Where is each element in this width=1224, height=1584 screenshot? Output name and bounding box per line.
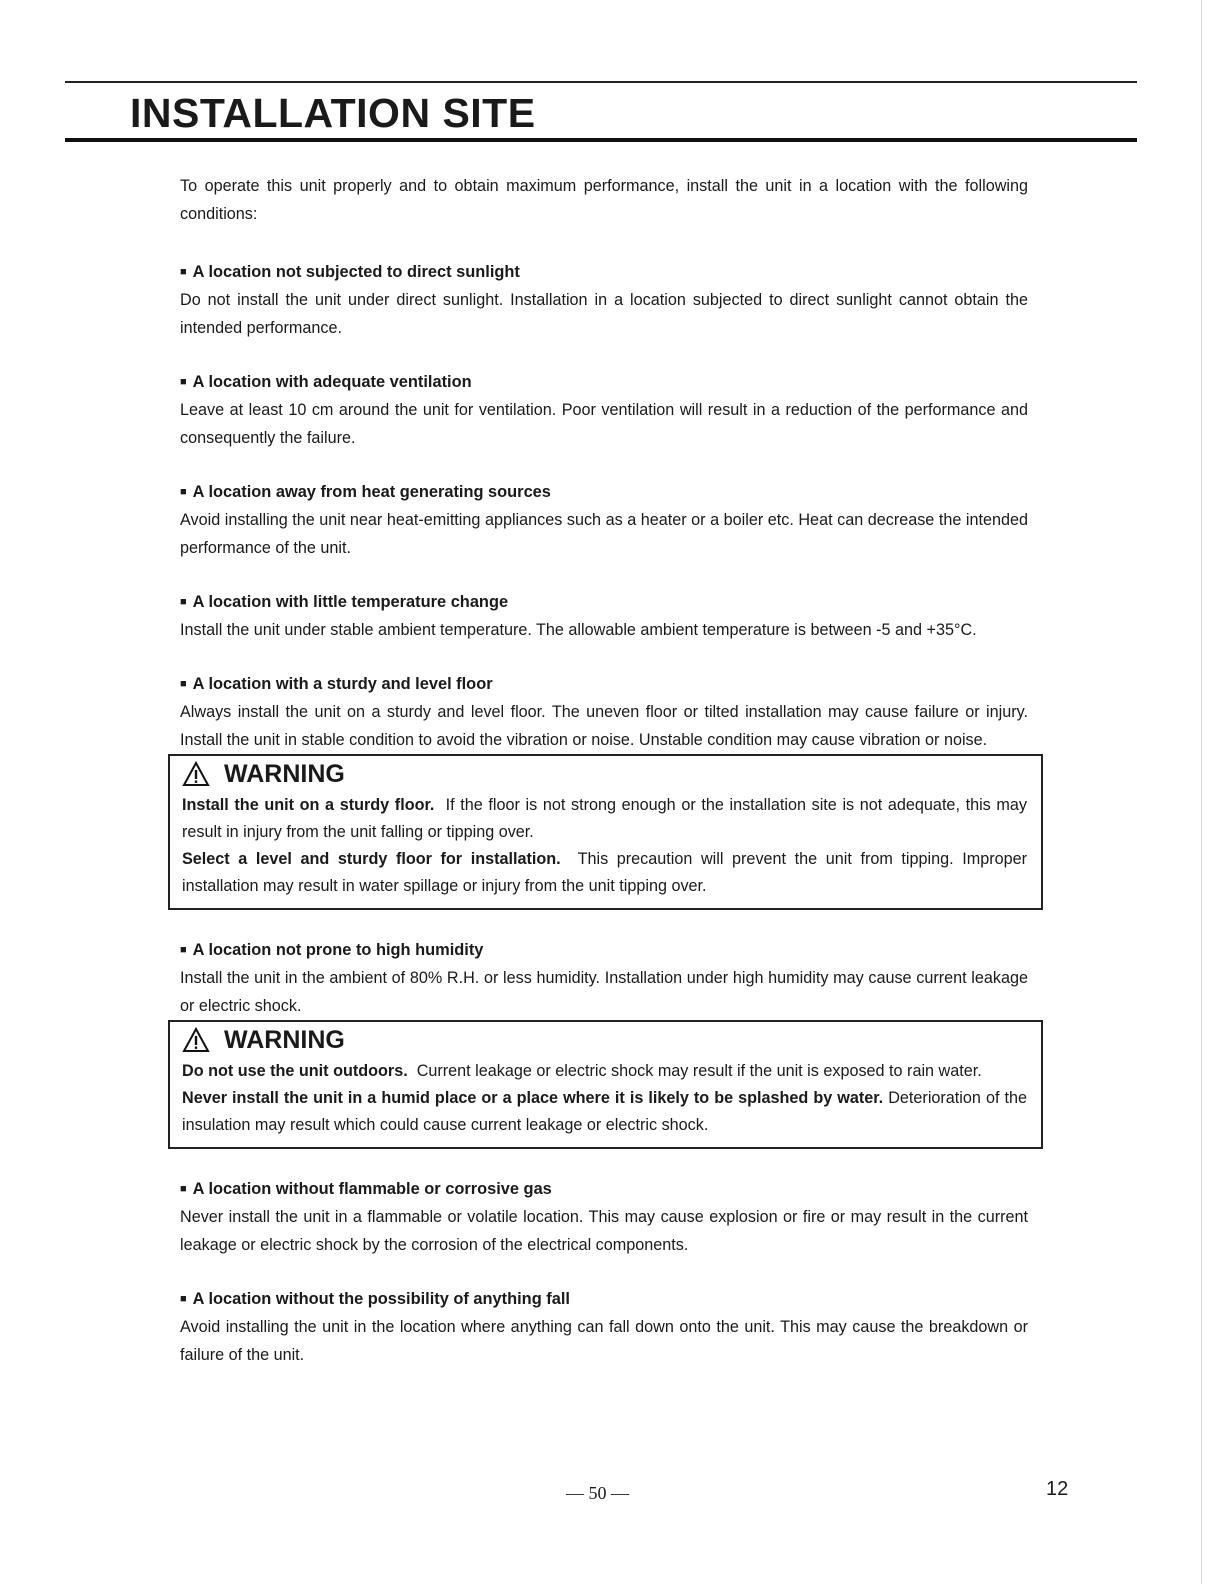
section-heat-sources: [180, 478, 1028, 562]
section-falling-objects: [180, 1285, 1028, 1369]
warning-title: [182, 1024, 1027, 1056]
section-humidity: [180, 936, 1028, 1020]
bullet-icon: ■: [180, 944, 187, 956]
bullet-icon: ■: [180, 596, 187, 608]
section-body: Avoid installing the unit near heat-emitting appliances such as a heater or a boiler etc. Heat can decrease the intended performance of the unit.: [180, 511, 1028, 557]
section-heading: ■ A location with adequate ventilation: [180, 373, 472, 391]
page-number: 12: [1046, 1478, 1069, 1500]
section-body: Install the unit under stable ambient temperature. The allowable ambient temperature is between -5 and +35°C.: [180, 621, 977, 639]
section-heading: ■ A location without the possibility of anything fall: [180, 1290, 570, 1308]
section-heading: ■ A location with a sturdy and level floor: [180, 675, 493, 693]
page-label: — 50 —: [566, 1483, 629, 1503]
warning-line: Never install the unit in a humid place or a place where it is likely to be splashed by water. Deterioration of the insulation may result which could cause current leakage or electric shock.: [182, 1089, 1027, 1134]
title-bottom-rule: [65, 138, 1137, 142]
page-title: INSTALLATION SITE: [130, 90, 536, 136]
section-body: Never install the unit in a flammable or volatile location. This may cause explosion or fire or may result in the current leakage or electric shock by the corrosion of the electrical components.: [180, 1208, 1028, 1254]
warning-label: WARNING: [224, 1026, 345, 1054]
section-ventilation: [180, 368, 1028, 452]
bullet-icon: ■: [180, 1183, 187, 1195]
section-sunlight: [180, 258, 1028, 342]
warning-triangle-icon: [182, 1027, 210, 1053]
title-top-rule: [65, 81, 1137, 83]
warning-label: WARNING: [224, 760, 345, 788]
section-body: Do not install the unit under direct sunlight. Installation in a location subjected to direct sunlight cannot obtain the intended performance.: [180, 291, 1028, 337]
document-body: [180, 172, 1028, 1395]
scan-edge-line: [1201, 0, 1202, 1584]
warning-line: Select a level and sturdy floor for installation. This precaution will prevent the unit from tipping. Improper installation may result in water spillage or injury from the unit tipping over.: [182, 850, 1027, 895]
warning-line: Do not use the unit outdoors. Current leakage or electric shock may result if the unit is exposed to rain water.: [182, 1062, 982, 1080]
section-body: Avoid installing the unit in the location where anything can fall down onto the unit. This may cause the breakdown or failure of the unit.: [180, 1318, 1028, 1364]
bullet-icon: ■: [180, 266, 187, 278]
bullet-icon: ■: [180, 376, 187, 388]
section-heading: ■ A location away from heat generating sources: [180, 483, 551, 501]
section-heading: ■ A location not prone to high humidity: [180, 941, 484, 959]
section-heading: ■ A location with little temperature change: [180, 593, 509, 611]
section-heading: ■ A location not subjected to direct sunlight: [180, 263, 520, 281]
section-temperature: [180, 588, 1028, 644]
section-body: Leave at least 10 cm around the unit for ventilation. Poor ventilation will result in a reduction of the performance and consequently the failure.: [180, 401, 1028, 447]
warning-box-humidity: [168, 1020, 1043, 1149]
warning-triangle-icon: [182, 761, 210, 787]
section-body: Always install the unit on a sturdy and level floor. The uneven floor or tilted installation may cause failure or injury. Install the unit in stable condition to avoid the vibration or noise. Unstable condition may cause vibration or noise.: [180, 703, 1028, 749]
warning-line: Install the unit on a sturdy floor. If the floor is not strong enough or the installation site is not adequate, this may result in injury from the unit falling or tipping over.: [182, 796, 1027, 841]
section-body: Install the unit in the ambient of 80% R.H. or less humidity. Installation under high humidity may cause current leakage or electric shock.: [180, 969, 1028, 1015]
section-sturdy-floor: [180, 670, 1028, 754]
bullet-icon: ■: [180, 486, 187, 498]
section-heading: ■ A location without flammable or corrosive gas: [180, 1180, 552, 1198]
intro-paragraph: To operate this unit properly and to obtain maximum performance, install the unit in a location with the following conditions:: [180, 177, 1028, 223]
bullet-icon: ■: [180, 1293, 187, 1305]
warning-title: [182, 758, 1027, 790]
section-flammable-gas: [180, 1175, 1028, 1259]
bullet-icon: ■: [180, 678, 187, 690]
warning-box-floor: [168, 754, 1043, 910]
